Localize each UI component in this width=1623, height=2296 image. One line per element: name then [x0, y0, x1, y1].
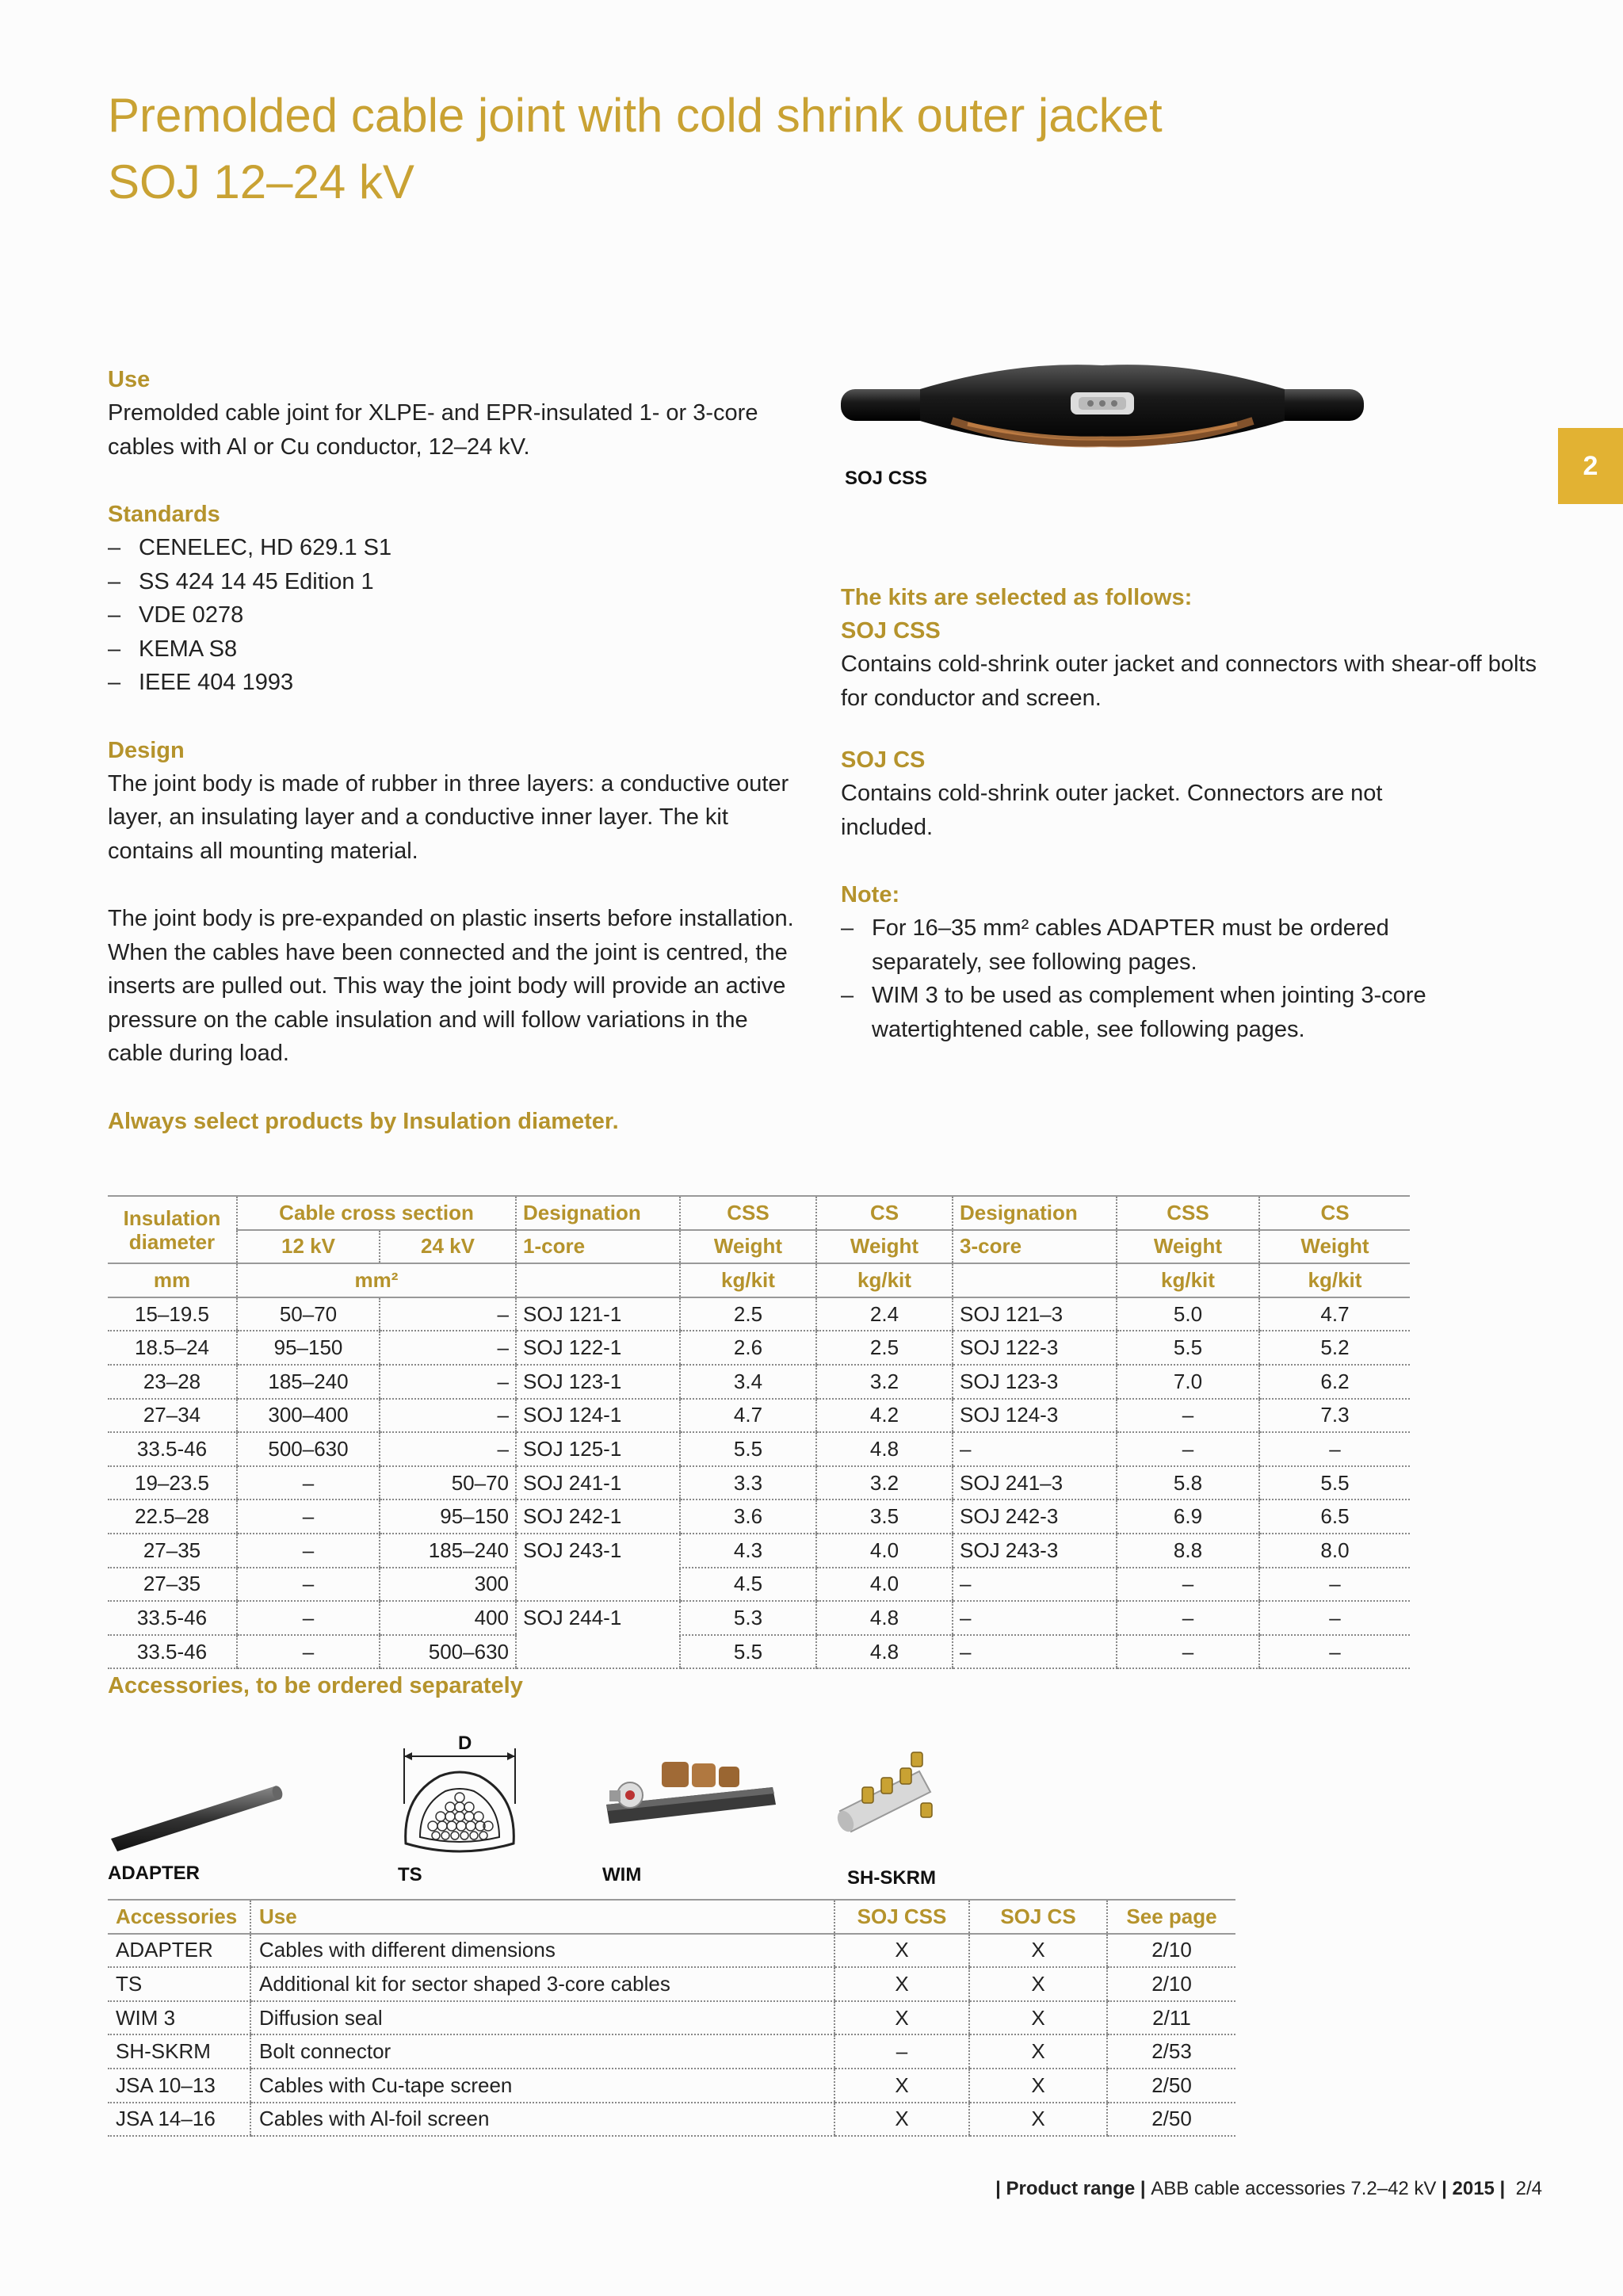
table-cell-css1: 3.3 [680, 1466, 816, 1500]
page-subtitle: SOJ 12–24 kV [108, 155, 414, 208]
table-cell-des1: SOJ 243-1 [516, 1534, 680, 1568]
adapter-caption: ADAPTER [108, 1862, 200, 1884]
table-cell-cs3: 5.5 [1259, 1466, 1410, 1500]
table-cell-kv12: 300–400 [237, 1399, 380, 1433]
table-row [108, 1635, 1410, 1669]
table-cell-page: 2/50 [1107, 2103, 1235, 2137]
table-row [108, 2103, 1235, 2137]
table-cell-cs1: 2.4 [816, 1297, 953, 1331]
table-cell-kv24: 50–70 [380, 1466, 516, 1500]
header-see-page: See page [1107, 1900, 1235, 1934]
table-cell-cs3: 4.7 [1259, 1297, 1410, 1331]
table-cell-cs: X [969, 1934, 1107, 1968]
table-cell-kv12: 50–70 [237, 1297, 380, 1331]
header-soj-cs: SOJ CS [969, 1900, 1107, 1934]
table-cell-cs1: 2.5 [816, 1331, 953, 1365]
header-weight: Weight [680, 1230, 816, 1264]
table-cell-css3: 5.8 [1117, 1466, 1259, 1500]
right-column [841, 581, 1538, 1046]
shskrm-caption: SH-SKRM [847, 1867, 936, 1889]
table-cell-page: 2/50 [1107, 2069, 1235, 2103]
table-cell-css1: 5.5 [680, 1432, 816, 1466]
table-cell-kv12: – [237, 1635, 380, 1669]
table-cell-cs1: 4.8 [816, 1601, 953, 1635]
table-cell-cs: X [969, 2001, 1107, 2035]
table-cell-css1: 3.4 [680, 1365, 816, 1399]
table-cell-des1: SOJ 242-1 [516, 1499, 680, 1534]
table-cell-des3: – [953, 1568, 1117, 1602]
header-use: Use [250, 1900, 834, 1934]
chapter-tab: 2 [1558, 428, 1623, 504]
standards-heading: Standards [108, 502, 220, 527]
table-cell-css: X [834, 2103, 969, 2137]
product-image-caption: SOJ CSS [845, 468, 928, 489]
soj-css-heading: SOJ CSS [841, 618, 941, 644]
table-row [108, 2034, 1235, 2069]
ts-dimension-label: D [458, 1733, 472, 1754]
table-cell-dia: 33.5-46 [108, 1432, 237, 1466]
table-cell-cs3: 7.3 [1259, 1399, 1410, 1433]
table-cell-dia: 27–35 [108, 1568, 237, 1602]
table-cell-des1: SOJ 123-1 [516, 1365, 680, 1399]
table-cell-des3: – [953, 1432, 1117, 1466]
table-cell-page: 2/53 [1107, 2034, 1235, 2069]
header-12kv: 12 kV [237, 1230, 380, 1264]
header-weight: Weight [1259, 1230, 1410, 1264]
header-cross-section: Cable cross section [237, 1196, 516, 1230]
soj-css-text: Contains cold-shrink outer jacket and connectors with shear-off bolts for conductor and screen. [841, 651, 1537, 711]
table-cell-kv24: – [380, 1331, 516, 1365]
header-css-3: CSS [1117, 1196, 1259, 1230]
table-cell-dia: 33.5-46 [108, 1601, 237, 1635]
table-cell-acc: ADAPTER [108, 1934, 250, 1968]
table-row [108, 1365, 1410, 1399]
table-cell-page: 2/10 [1107, 1967, 1235, 2001]
table-cell-des1 [516, 1568, 680, 1602]
use-text: Premolded cable joint for XLPE- and EPR-insulated 1- or 3-core cables with Al or Cu conductor, 12–24 kV. [108, 400, 758, 460]
notes-list [841, 911, 1538, 1046]
table-row [108, 1466, 1410, 1500]
page-footer: | Product range | ABB cable accessories 7.2–42 kV | 2015 | 2/4 [995, 2178, 1542, 2199]
table-cell-css3: 6.9 [1117, 1499, 1259, 1534]
soj-cs-heading: SOJ CS [841, 747, 926, 773]
table-cell-kv24: 500–630 [380, 1635, 516, 1669]
table-cell-des3: SOJ 241–3 [953, 1466, 1117, 1500]
table-header-row [108, 1196, 1410, 1230]
design-heading: Design [108, 737, 185, 763]
table-cell-des3: SOJ 124-3 [953, 1399, 1117, 1433]
table-cell-kv12: – [237, 1568, 380, 1602]
table-header-row [108, 1900, 1235, 1934]
table-cell-cs3: 6.5 [1259, 1499, 1410, 1534]
table-cell-use: Diffusion seal [250, 2001, 834, 2035]
table-cell-acc: WIM 3 [108, 2001, 250, 2035]
note-item: – For 16–35 mm² cables ADAPTER must be ordered separately, see following pages. [841, 911, 1475, 979]
table-cell-des3: – [953, 1635, 1117, 1669]
table-cell-kv12: – [237, 1534, 380, 1568]
table-cell-css: X [834, 1967, 969, 2001]
header-unit-kgkit: kg/kit [1117, 1263, 1259, 1297]
header-weight: Weight [816, 1230, 953, 1264]
footer-doc-title: ABB cable accessories 7.2–42 kV [1151, 2178, 1437, 2199]
table-cell-css1: 4.5 [680, 1568, 816, 1602]
table-cell-dia: 33.5-46 [108, 1635, 237, 1669]
table-cell-cs3: 8.0 [1259, 1534, 1410, 1568]
table-cell-css3: – [1117, 1601, 1259, 1635]
table-header-row [108, 1230, 1410, 1264]
table-row [108, 1967, 1235, 2001]
table-cell-page: 2/10 [1107, 1934, 1235, 1968]
table-cell-des1: SOJ 124-1 [516, 1399, 680, 1433]
table-cell-css1: 2.6 [680, 1331, 816, 1365]
table-cell-acc: TS [108, 1967, 250, 2001]
header-cs-1: CS [816, 1196, 953, 1230]
standard-item: – CENELEC, HD 629.1 S1 [108, 531, 805, 565]
footer-page-number: 2/4 [1515, 2178, 1542, 2199]
table-cell-kv24: 95–150 [380, 1499, 516, 1534]
table-cell-css1: 4.3 [680, 1534, 816, 1568]
shskrm-image [832, 1748, 943, 1839]
ts-caption: TS [398, 1864, 422, 1885]
table-cell-cs1: 3.5 [816, 1499, 953, 1534]
use-heading: Use [108, 367, 151, 392]
table-cell-acc: SH-SKRM [108, 2034, 250, 2069]
table-cell-css3: – [1117, 1432, 1259, 1466]
header-weight: Weight [1117, 1230, 1259, 1264]
header-unit-kgkit: kg/kit [680, 1263, 816, 1297]
standard-item: – KEMA S8 [108, 632, 805, 667]
table-cell-kv12: – [237, 1601, 380, 1635]
header-accessories: Accessories [108, 1900, 250, 1934]
table-cell-kv24: – [380, 1297, 516, 1331]
table-cell-dia: 22.5–28 [108, 1499, 237, 1534]
table-row [108, 1399, 1410, 1433]
table-cell-css: X [834, 2069, 969, 2103]
table-cell-cs3: – [1259, 1568, 1410, 1602]
header-designation-3: Designation [953, 1196, 1117, 1230]
table-cell-css3: – [1117, 1635, 1259, 1669]
footer-product-range: Product range [1006, 2178, 1136, 2199]
table-cell-css3: – [1117, 1399, 1259, 1433]
table-cell-css1: 2.5 [680, 1297, 816, 1331]
standards-list [108, 531, 805, 700]
design-para-1: The joint body is made of rubber in three layers: a conductive outer layer, an insulating layer and a conductive inner layer. The kit contains all mounting material. [108, 770, 789, 864]
page-title: Premolded cable joint with cold shrink outer jacket [108, 89, 1163, 142]
selection-table [108, 1195, 1410, 1669]
note-heading: Note: [841, 882, 900, 907]
table-cell-kv24: – [380, 1432, 516, 1466]
table-cell-css1: 3.6 [680, 1499, 816, 1534]
table-cell-des1: SOJ 122-1 [516, 1331, 680, 1365]
table-cell-kv24: 185–240 [380, 1534, 516, 1568]
table-cell-cs1: 4.8 [816, 1432, 953, 1466]
table-cell-kv24: 300 [380, 1568, 516, 1602]
table-cell-css1: 5.5 [680, 1635, 816, 1669]
table-cell-use: Cables with Al-foil screen [250, 2103, 834, 2137]
kits-heading: The kits are selected as follows: [841, 585, 1193, 610]
accessories-table [108, 1899, 1235, 2137]
table-cell-dia: 18.5–24 [108, 1331, 237, 1365]
table-cell-css: X [834, 1934, 969, 1968]
table-row [108, 2069, 1235, 2103]
table-cell-acc: JSA 14–16 [108, 2103, 250, 2137]
table-cell-cs1: 4.8 [816, 1635, 953, 1669]
table-row [108, 1568, 1410, 1602]
table-row [108, 2001, 1235, 2035]
header-css-1: CSS [680, 1196, 816, 1230]
table-cell-cs1: 4.2 [816, 1399, 953, 1433]
header-soj-css: SOJ CSS [834, 1900, 969, 1934]
standard-item: – VDE 0278 [108, 598, 805, 632]
table-row [108, 1432, 1410, 1466]
table-cell-css3: 5.0 [1117, 1297, 1259, 1331]
table-cell-cs: X [969, 1967, 1107, 2001]
footer-year: 2015 [1452, 2178, 1495, 2199]
table-row [108, 1499, 1410, 1534]
header-1-core: 1-core [516, 1230, 680, 1264]
table-cell-des3: SOJ 243-3 [953, 1534, 1117, 1568]
soj-cs-text: Contains cold-shrink outer jacket. Connectors are not included. [841, 781, 1383, 840]
table-cell-des3: SOJ 123-3 [953, 1365, 1117, 1399]
table-cell-cs3: 5.2 [1259, 1331, 1410, 1365]
header-cs-3: CS [1259, 1196, 1410, 1230]
table-cell-cs: X [969, 2034, 1107, 2069]
header-designation-1: Designation [516, 1196, 680, 1230]
table-row [108, 1331, 1410, 1365]
table-cell-des1: SOJ 241-1 [516, 1466, 680, 1500]
table-cell-des3: SOJ 122-3 [953, 1331, 1117, 1365]
table-cell-des1: SOJ 125-1 [516, 1432, 680, 1466]
table-cell-cs1: 3.2 [816, 1466, 953, 1500]
table-cell-kv24: 400 [380, 1601, 516, 1635]
table-cell-cs1: 4.0 [816, 1534, 953, 1568]
table-cell-des3: SOJ 121–3 [953, 1297, 1117, 1331]
table-cell-kv24: – [380, 1365, 516, 1399]
table-row [108, 1297, 1410, 1331]
left-column [108, 363, 805, 1138]
table-cell-use: Cables with Cu-tape screen [250, 2069, 834, 2103]
header-3-core: 3-core [953, 1230, 1117, 1264]
table-cell-des1: SOJ 244-1 [516, 1601, 680, 1635]
table-cell-kv12: – [237, 1499, 380, 1534]
table-cell-kv12: 95–150 [237, 1331, 380, 1365]
table-cell-cs: X [969, 2103, 1107, 2137]
table-cell-des3: SOJ 242-3 [953, 1499, 1117, 1534]
table-cell-des1: SOJ 121-1 [516, 1297, 680, 1331]
header-insulation: Insulation diameter [108, 1196, 237, 1263]
table-cell-css3: 5.5 [1117, 1331, 1259, 1365]
table-cell-acc: JSA 10–13 [108, 2069, 250, 2103]
table-cell-use: Bolt connector [250, 2034, 834, 2069]
table-cell-css: X [834, 2001, 969, 2035]
header-empty [516, 1263, 680, 1297]
standard-item: – SS 424 14 45 Edition 1 [108, 565, 805, 599]
table-cell-cs1: 3.2 [816, 1365, 953, 1399]
product-image-soj-css [841, 361, 1364, 456]
table-header-row [108, 1263, 1410, 1297]
table-cell-page: 2/11 [1107, 2001, 1235, 2035]
table-cell-css3: 8.8 [1117, 1534, 1259, 1568]
table-cell-des1 [516, 1635, 680, 1669]
table-cell-use: Cables with different dimensions [250, 1934, 834, 1968]
table-cell-css1: 4.7 [680, 1399, 816, 1433]
table-row [108, 1601, 1410, 1635]
table-row [108, 1534, 1410, 1568]
table-cell-cs: X [969, 2069, 1107, 2103]
table-cell-css1: 5.3 [680, 1601, 816, 1635]
table-cell-kv12: 500–630 [237, 1432, 380, 1466]
header-unit-kgkit: kg/kit [1259, 1263, 1410, 1297]
table-cell-cs3: 6.2 [1259, 1365, 1410, 1399]
table-cell-kv12: – [237, 1466, 380, 1500]
table-cell-dia: 27–35 [108, 1534, 237, 1568]
table-row [108, 1934, 1235, 1968]
header-empty [953, 1263, 1117, 1297]
table-cell-kv12: 185–240 [237, 1365, 380, 1399]
header-unit-mm2: mm² [237, 1263, 516, 1297]
select-note: Always select products by Insulation diameter. [108, 1108, 619, 1134]
header-unit-mm: mm [108, 1263, 237, 1297]
table-cell-css3: – [1117, 1568, 1259, 1602]
table-cell-dia: 15–19.5 [108, 1297, 237, 1331]
table-cell-cs3: – [1259, 1601, 1410, 1635]
adapter-image [108, 1775, 286, 1855]
table-cell-dia: 27–34 [108, 1399, 237, 1433]
design-para-2: The joint body is pre-expanded on plastic inserts before installation. When the cables have been connected and the joint is centred, the inserts are pulled out. This way the joint body will provide an active pressure on the cable insulation and will follow variations in the cable during load. [108, 906, 794, 1066]
table-cell-cs3: – [1259, 1432, 1410, 1466]
accessories-heading: Accessories, to be ordered separately [108, 1673, 523, 1698]
table-cell-dia: 23–28 [108, 1365, 237, 1399]
table-cell-use: Additional kit for sector shaped 3-core cables [250, 1967, 834, 2001]
header-24kv: 24 kV [380, 1230, 516, 1264]
table-cell-css: – [834, 2034, 969, 2069]
standard-item: – IEEE 404 1993 [108, 666, 805, 700]
table-cell-des3: – [953, 1601, 1117, 1635]
wim-caption: WIM [602, 1864, 642, 1885]
table-cell-kv24: – [380, 1399, 516, 1433]
table-cell-cs3: – [1259, 1635, 1410, 1669]
table-cell-css3: 7.0 [1117, 1365, 1259, 1399]
note-item: – WIM 3 to be used as complement when jointing 3-core watertightened cable, see following pages. [841, 979, 1522, 1046]
table-cell-cs1: 4.0 [816, 1568, 953, 1602]
table-cell-dia: 19–23.5 [108, 1466, 237, 1500]
wim-image [598, 1755, 781, 1843]
header-unit-kgkit: kg/kit [816, 1263, 953, 1297]
